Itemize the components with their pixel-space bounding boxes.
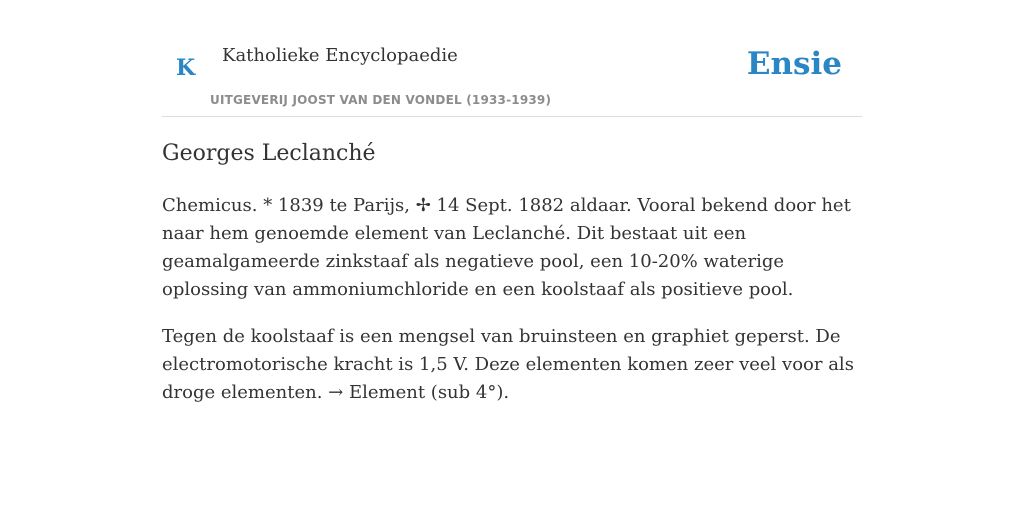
cross-reference-link[interactable]: → Element (sub 4°).: [328, 382, 510, 403]
work-title[interactable]: Katholieke Encyclopaedie: [222, 45, 458, 66]
entry-content: [162, 138, 862, 407]
entry-paragraph-2: [162, 323, 862, 407]
logo-icon[interactable]: K: [176, 55, 196, 81]
header: [162, 0, 862, 117]
page-title: Georges Leclanché: [162, 141, 376, 166]
publisher-label: UITGEVERIJ JOOST VAN DEN VONDEL (1933-1939): [210, 93, 552, 107]
entry-paragraph-2-text: Tegen de koolstaaf is een mengsel van bruinsteen en graphiet geperst. De electromotorische kracht is 1,5 V. Deze elementen komen zeer veel voor als droge elementen.: [162, 326, 854, 403]
brand-logo-link[interactable]: Ensie: [746, 46, 842, 82]
entry-paragraph-1: Chemicus. * 1839 te Parijs, ✢ 14 Sept. 1882 aldaar. Vooral bekend door het naar hem genoemde element van Leclanché. Dit bestaat uit een geamalgameerde zinkstaaf als negatieve pool, een 10-20% waterige oplossing van ammoniumchloride en een koolstaaf als positieve pool.: [162, 195, 851, 300]
